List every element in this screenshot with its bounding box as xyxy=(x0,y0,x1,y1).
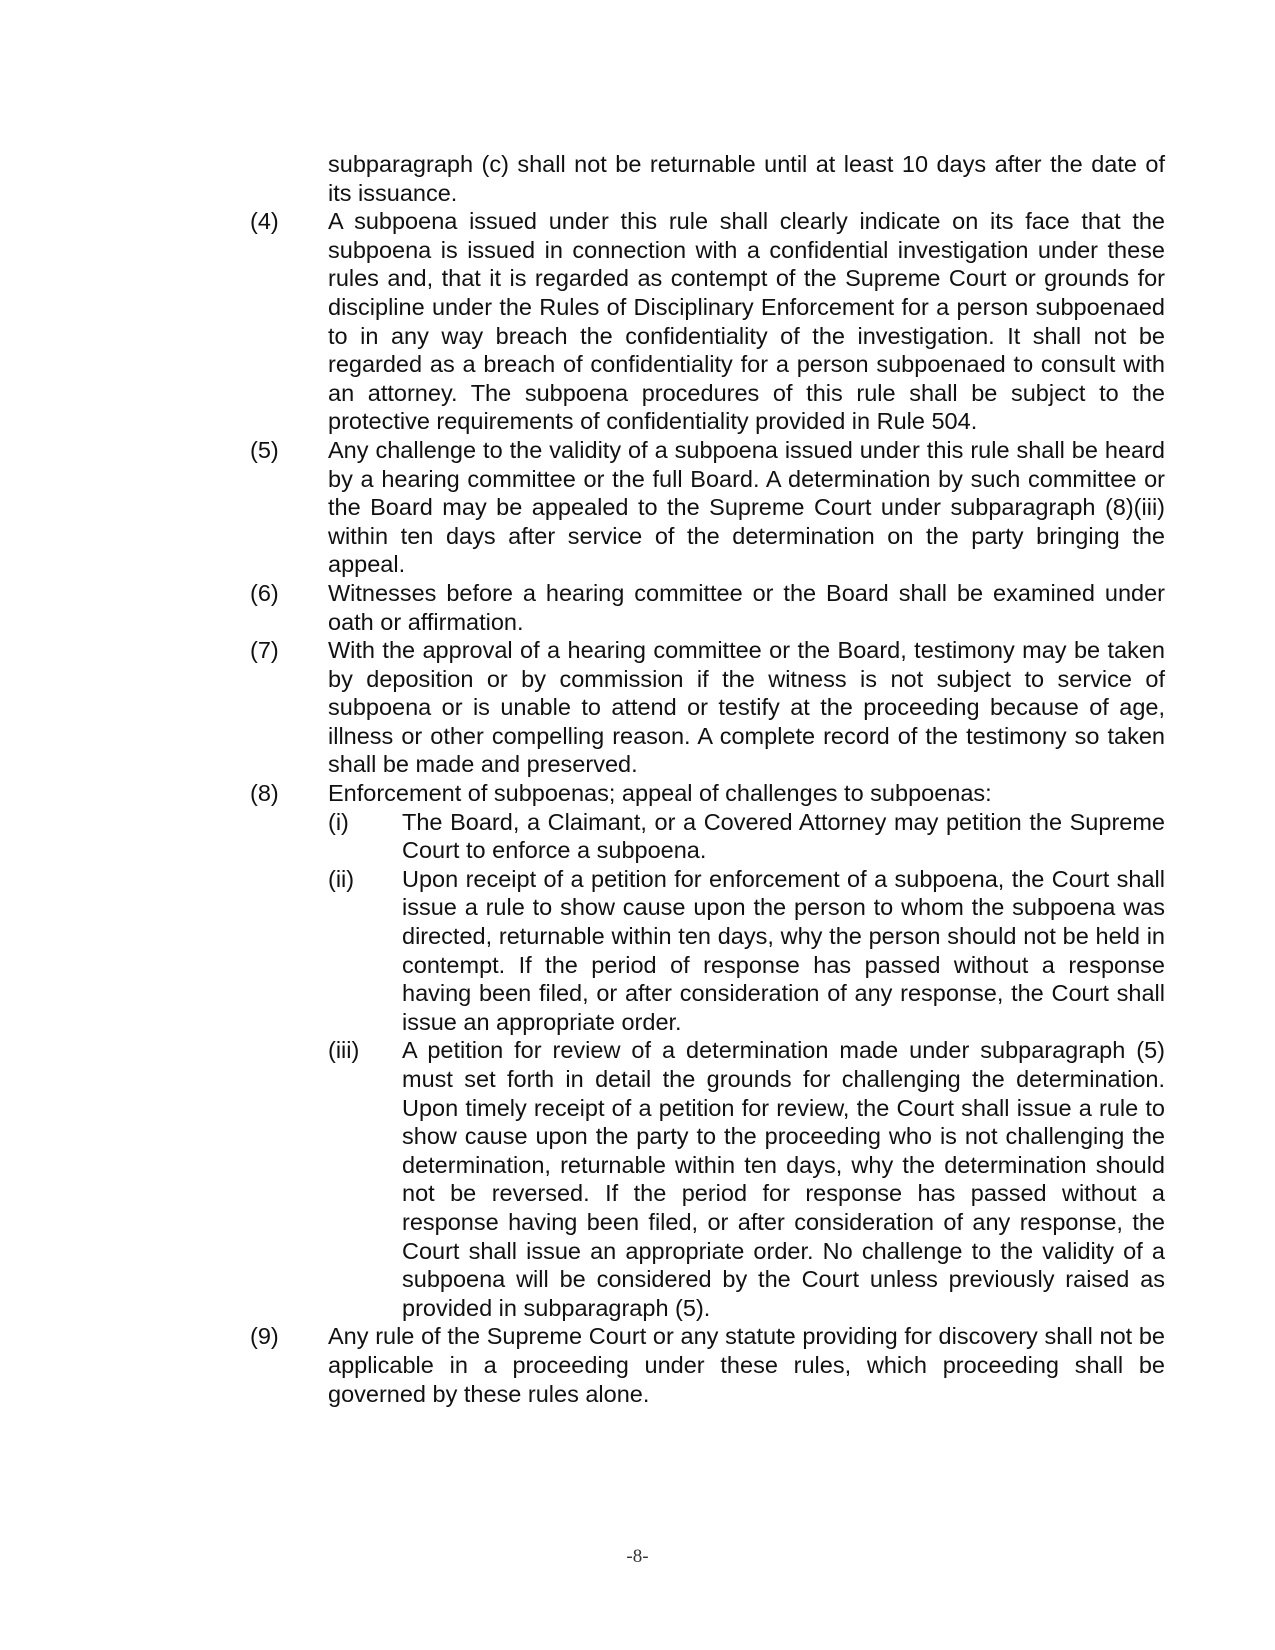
rule-text xyxy=(250,150,1165,1408)
subparagraph-text: A petition for review of a determination made under subparagraph (5) must set forth in detail the grounds for challenging the determination. Upon timely receipt of a petition for review, the Court shall issue a rule to show cause upon the party to the proceeding who is not challenging the determination, returnable within ten days, why the determination should not be reversed. If the period for response has passed without a response having been filed, or after consideration of any response, the Court shall issue an appropriate order. No challenge to the validity of a subpoena will be considered by the Court unless previously raised as provided in subparagraph (5). xyxy=(402,1037,1165,1321)
paragraph-number: (5) xyxy=(250,436,279,463)
paragraph-4 xyxy=(250,207,1165,436)
paragraph-8 xyxy=(250,779,1165,1322)
paragraph-text: A subpoena issued under this rule shall clearly indicate on its face that the subpoena is issued in connection with a confidential investigation under these rules and, that it is regarded as contempt of the Supreme Court or grounds for discipline under the Rules of Disciplinary Enforcement for a person subpoenaed to in any way breach the confidentiality of the investigation. It shall not be regarded as a breach of confidentiality for a person subpoenaed to consult with an attorney. The subpoena procedures of this rule shall be subject to the protective requirements of confidentiality provided in Rule 504. xyxy=(328,208,1165,435)
subparagraph-number: (i) xyxy=(328,808,349,835)
paragraph-9 xyxy=(250,1322,1165,1408)
paragraph-text: Any challenge to the validity of a subpoena issued under this rule shall be heard by a hearing committee or the full Board. A determination by such committee or the Board may be appealed to the Supreme Court under subparagraph (8)(iii) within ten days after service of the determination on the party bringing the appeal. xyxy=(328,436,1165,578)
subparagraph-number: (iii) xyxy=(328,1037,360,1064)
paragraph-number: (4) xyxy=(250,208,279,235)
subparagraph-text: The Board, a Claimant, or a Covered Attorney may petition the Supreme Court to enforce a subpoena. xyxy=(402,808,1165,864)
subparagraph-ii xyxy=(328,865,1165,1037)
paragraph-5 xyxy=(250,436,1165,579)
subparagraph-i xyxy=(328,808,1165,865)
paragraph-text: With the approval of a hearing committee or the Board, testimony may be taken by deposition or by commission if the witness is not subject to service of subpoena or is unable to attend or testify at the proceeding because of age, illness or other compelling reason. A complete record of the testimony so taken shall be made and preserved. xyxy=(328,637,1165,778)
paragraph-text: Enforcement of subpoenas; appeal of challenges to subpoenas: xyxy=(328,780,992,807)
continuation-paragraph: subparagraph (c) shall not be returnable until at least 10 days after the date of its issuance. xyxy=(328,151,1165,206)
paragraph-text: Witnesses before a hearing committee or the Board shall be examined under oath or affirmation. xyxy=(328,579,1165,635)
subparagraph-text: Upon receipt of a petition for enforcement of a subpoena, the Court shall issue a rule to show cause upon the person to whom the subpoena was directed, returnable within ten days, why the person should not be held in contempt. If the period of response has passed without a response having been filed, or after consideration of any response, the Court shall issue an appropriate order. xyxy=(402,865,1165,1035)
subparagraph-number: (ii) xyxy=(328,865,355,892)
subparagraph-iii xyxy=(328,1036,1165,1322)
paragraph-number: (6) xyxy=(250,579,279,606)
paragraph-number: (9) xyxy=(250,1323,279,1350)
page-number: -8- xyxy=(626,1546,649,1567)
paragraph-6 xyxy=(250,579,1165,636)
paragraph-7 xyxy=(250,636,1165,779)
paragraph-number: (7) xyxy=(250,637,279,664)
paragraph-number: (8) xyxy=(250,780,279,807)
paragraph-text: Any rule of the Supreme Court or any statute providing for discovery shall not be applicable in a proceeding under these rules, which proceeding shall be governed by these rules alone. xyxy=(328,1323,1165,1407)
